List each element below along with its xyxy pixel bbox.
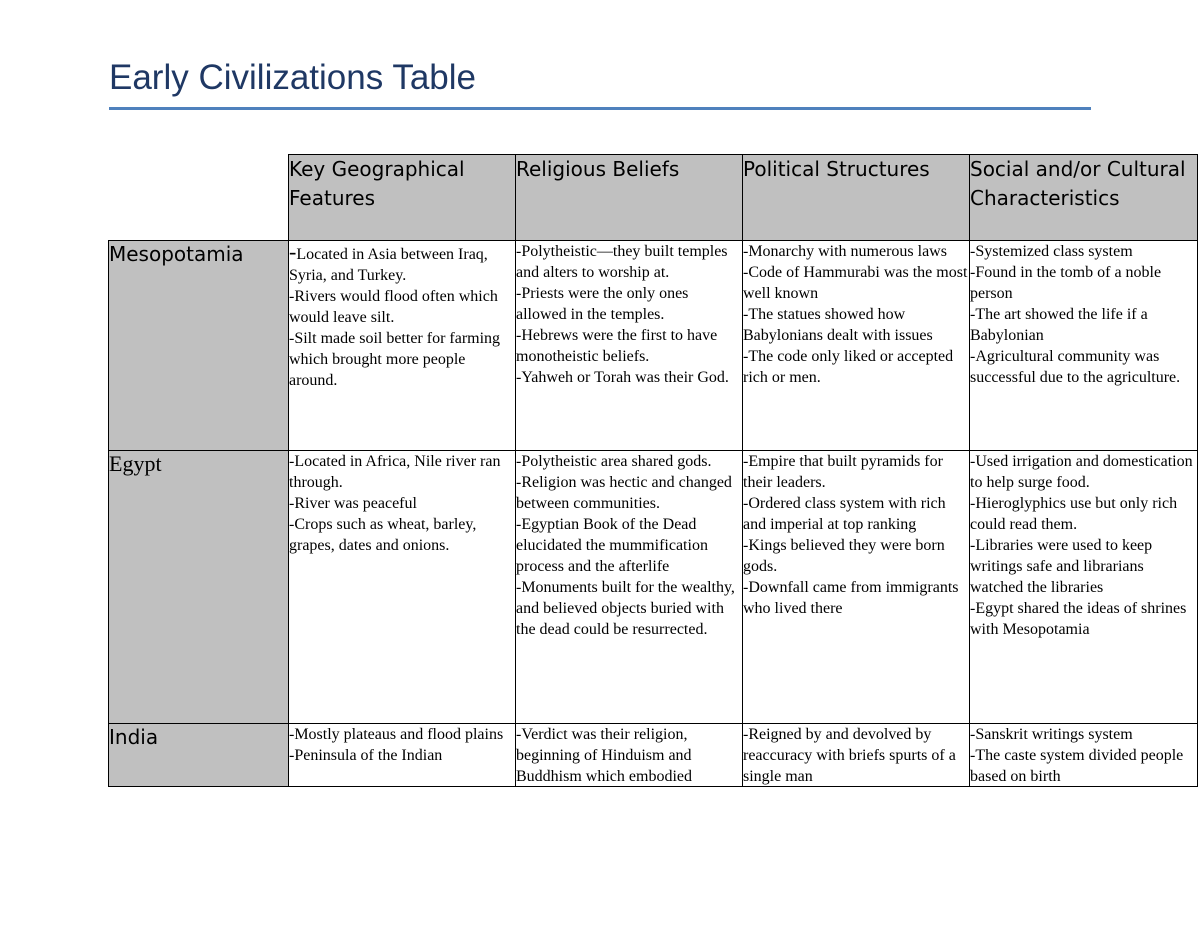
cell-line: -Libraries were used to keep writings safe and librarians watched the libraries [970,537,1157,596]
table-row [109,451,1198,724]
column-header-geography: Key Geographical Features [289,155,516,241]
cell-line: -Verdict was their religion, beginning of Hinduism and Buddhism which embodied [516,726,696,785]
cell-line: -Silt made soil better for farming which brought more people around. [289,330,505,389]
cell-egypt-religion [516,451,743,724]
cell-mesopotamia-politics [743,241,970,451]
cell-line: -Kings believed they were born gods. [743,537,949,575]
cell-mesopotamia-social [970,241,1198,451]
cell-line: -Monuments built for the wealthy, and believed objects buried with the dead could be resurrected. [516,579,739,638]
cell-line: -The caste system divided people based on birth [970,747,1188,785]
cell-india-religion [516,724,743,787]
cell-line: -Hieroglyphics use but only rich could read them. [970,495,1182,533]
cell-india-politics [743,724,970,787]
cell-line: -Agricultural community was successful due to the agriculture. [970,348,1181,386]
cell-india-geography [289,724,516,787]
column-header-social: Social and/or Cultural Characteristics [970,155,1198,241]
cell-clip [970,724,1197,785]
cell-line: -Empire that built pyramids for their leaders. [743,453,947,491]
cell-line: -Found in the tomb of a noble person [970,264,1166,302]
table-header-row [109,155,1198,241]
cell-line: -The code only liked or accepted rich or men. [743,348,958,386]
cell-line: -Rivers would flood often which would leave silt. [289,288,502,326]
cell-line: -Egyptian Book of the Dead elucidated the mummification process and the afterlife [516,516,712,575]
cell-line: -River was peaceful [289,495,417,512]
title-underline [109,107,1091,110]
cell-line: -Priests were the only ones allowed in the temples. [516,285,693,323]
cell-line: -Polytheistic area shared gods. [516,453,712,470]
cell-mesopotamia-religion [516,241,743,451]
cell-line: -The art showed the life if a Babylonian [970,306,1152,344]
cell-line: -Religion was hectic and changed between communities. [516,474,736,512]
page-title: Early Civilizations Table [109,58,477,97]
cell-line: -Mostly plateaus and flood plains [289,726,504,743]
cell-line: -Used irrigation and domestication to help surge food. [970,453,1197,491]
civilizations-table [108,154,1198,787]
table-corner-cell [109,155,289,241]
row-header-mesopotamia: Mesopotamia [109,241,289,451]
cell-egypt-geography [289,451,516,724]
cell-clip [743,724,969,785]
cell-line [289,241,515,286]
cell-line: -The statues showed how Babylonians dealt with issues [743,306,933,344]
cell-line: -Yahweh or Torah was their God. [516,369,729,386]
cell-line: -Crops such as wheat, barley, grapes, dates and onions. [289,516,481,554]
cell-dash: - [289,240,297,264]
cell-egypt-politics [743,451,970,724]
cell-line: -Monarchy with numerous laws [743,243,947,260]
cell-line: -Hebrews were the first to have monotheistic beliefs. [516,327,722,365]
table-row [109,724,1198,787]
cell-line: -Ordered class system with rich and imperial at top ranking [743,495,950,533]
cell-line: -Sanskrit writings system [970,726,1133,743]
cell-line: -Polytheistic—they built temples and alters to worship at. [516,243,732,281]
cell-line: -Systemized class system [970,243,1133,260]
row-header-india: India [109,724,289,787]
cell-clip [516,724,742,785]
cell-line: -Downfall came from immigrants who lived there [743,579,963,617]
column-header-politics: Political Structures [743,155,970,241]
cell-line: -Egypt shared the ideas of shrines with Mesopotamia [970,600,1191,638]
row-header-egypt: Egypt [109,451,289,724]
cell-text: Located in Asia between Iraq, Syria, and Turkey. [289,246,492,284]
column-header-religion: Religious Beliefs [516,155,743,241]
cell-india-social [970,724,1198,787]
cell-line: -Code of Hammurabi was the most well known [743,264,968,302]
table-row [109,241,1198,451]
cell-line: -Reigned by and devolved by reaccuracy with briefs spurts of a single man [743,726,960,785]
cell-clip [289,724,515,785]
cell-egypt-social [970,451,1198,724]
cell-mesopotamia-geography [289,241,516,451]
cell-line: -Peninsula of the Indian [289,747,443,764]
cell-line: -Located in Africa, Nile river ran through. [289,453,505,491]
